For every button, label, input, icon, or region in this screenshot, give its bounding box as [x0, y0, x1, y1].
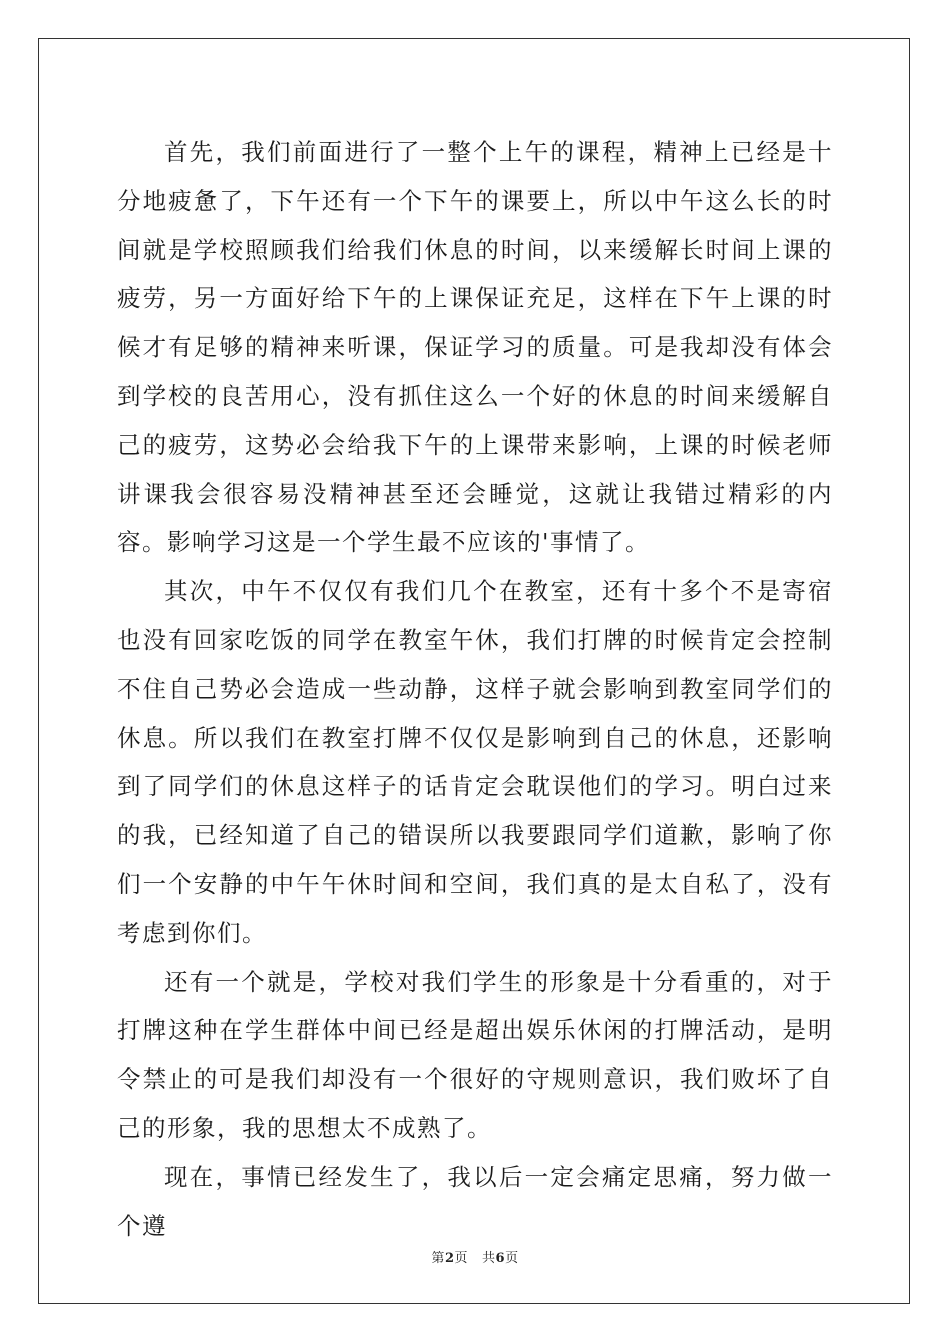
document-body [117, 128, 833, 1250]
paragraph-4: 现在，事情已经发生了，我以后一定会痛定思痛，努力做一个遵 [117, 1162, 833, 1240]
paragraph-2: 其次，中午不仅仅有我们几个在教室，还有十多个不是寄宿也没有回家吃饭的同学在教室午休，我们打牌的时候肯定会控制不住自己势必会造成一些动静，这样子就会影响到教室同学们的休息。所以我们在教室打牌不仅仅是影响到自己的休息，还影响到了同学们的休息这样子的话肯定会耽误他们的学习。明白过来的我，已经知道了自己的错误所以我要跟同学们道歉，影响了你们一个安静的中午午休时间和空间，我们真的是太自私了，没有考虑到你们。 [117, 577, 833, 947]
page-prefix: 第 [431, 1251, 445, 1266]
page-suffix: 页 [454, 1251, 468, 1266]
paragraph-1: 首先，我们前面进行了一整个上午的课程，精神上已经是十分地疲惫了，下午还有一个下午的课要上，所以中午这么长的时间就是学校照顾我们给我们休息的时间，以来缓解长时间上课的疲劳，另一方面好给下午的上课保证充足，这样在下午上课的时候才有足够的精神来听课，保证学习的质量。可是我却没有体会到学校的良苦用心，没有抓住这么一个好的休息的时间来缓解自己的疲劳，这势必会给我下午的上课带来影响，上课的时候老师讲课我会很容易没精神甚至还会睡觉，这就让我错过精彩的内容。影响学习这是一个学生最不应该的'事情了。 [117, 138, 833, 557]
page-total [482, 1251, 519, 1266]
page-number [431, 1251, 468, 1266]
total-suffix: 页 [505, 1251, 519, 1266]
total-prefix: 共 [482, 1251, 496, 1266]
current-page: 2 [444, 1251, 455, 1266]
total-pages: 6 [495, 1251, 506, 1266]
paragraph-3: 还有一个就是，学校对我们学生的形象是十分看重的，对于打牌这种在学生群体中间已经是超出娱乐休闲的打牌活动，是明令禁止的可是我们却没有一个很好的守规则意识，我们败坏了自己的形象，我的思想太不成熟了。 [117, 967, 833, 1142]
page-footer [0, 1247, 950, 1266]
